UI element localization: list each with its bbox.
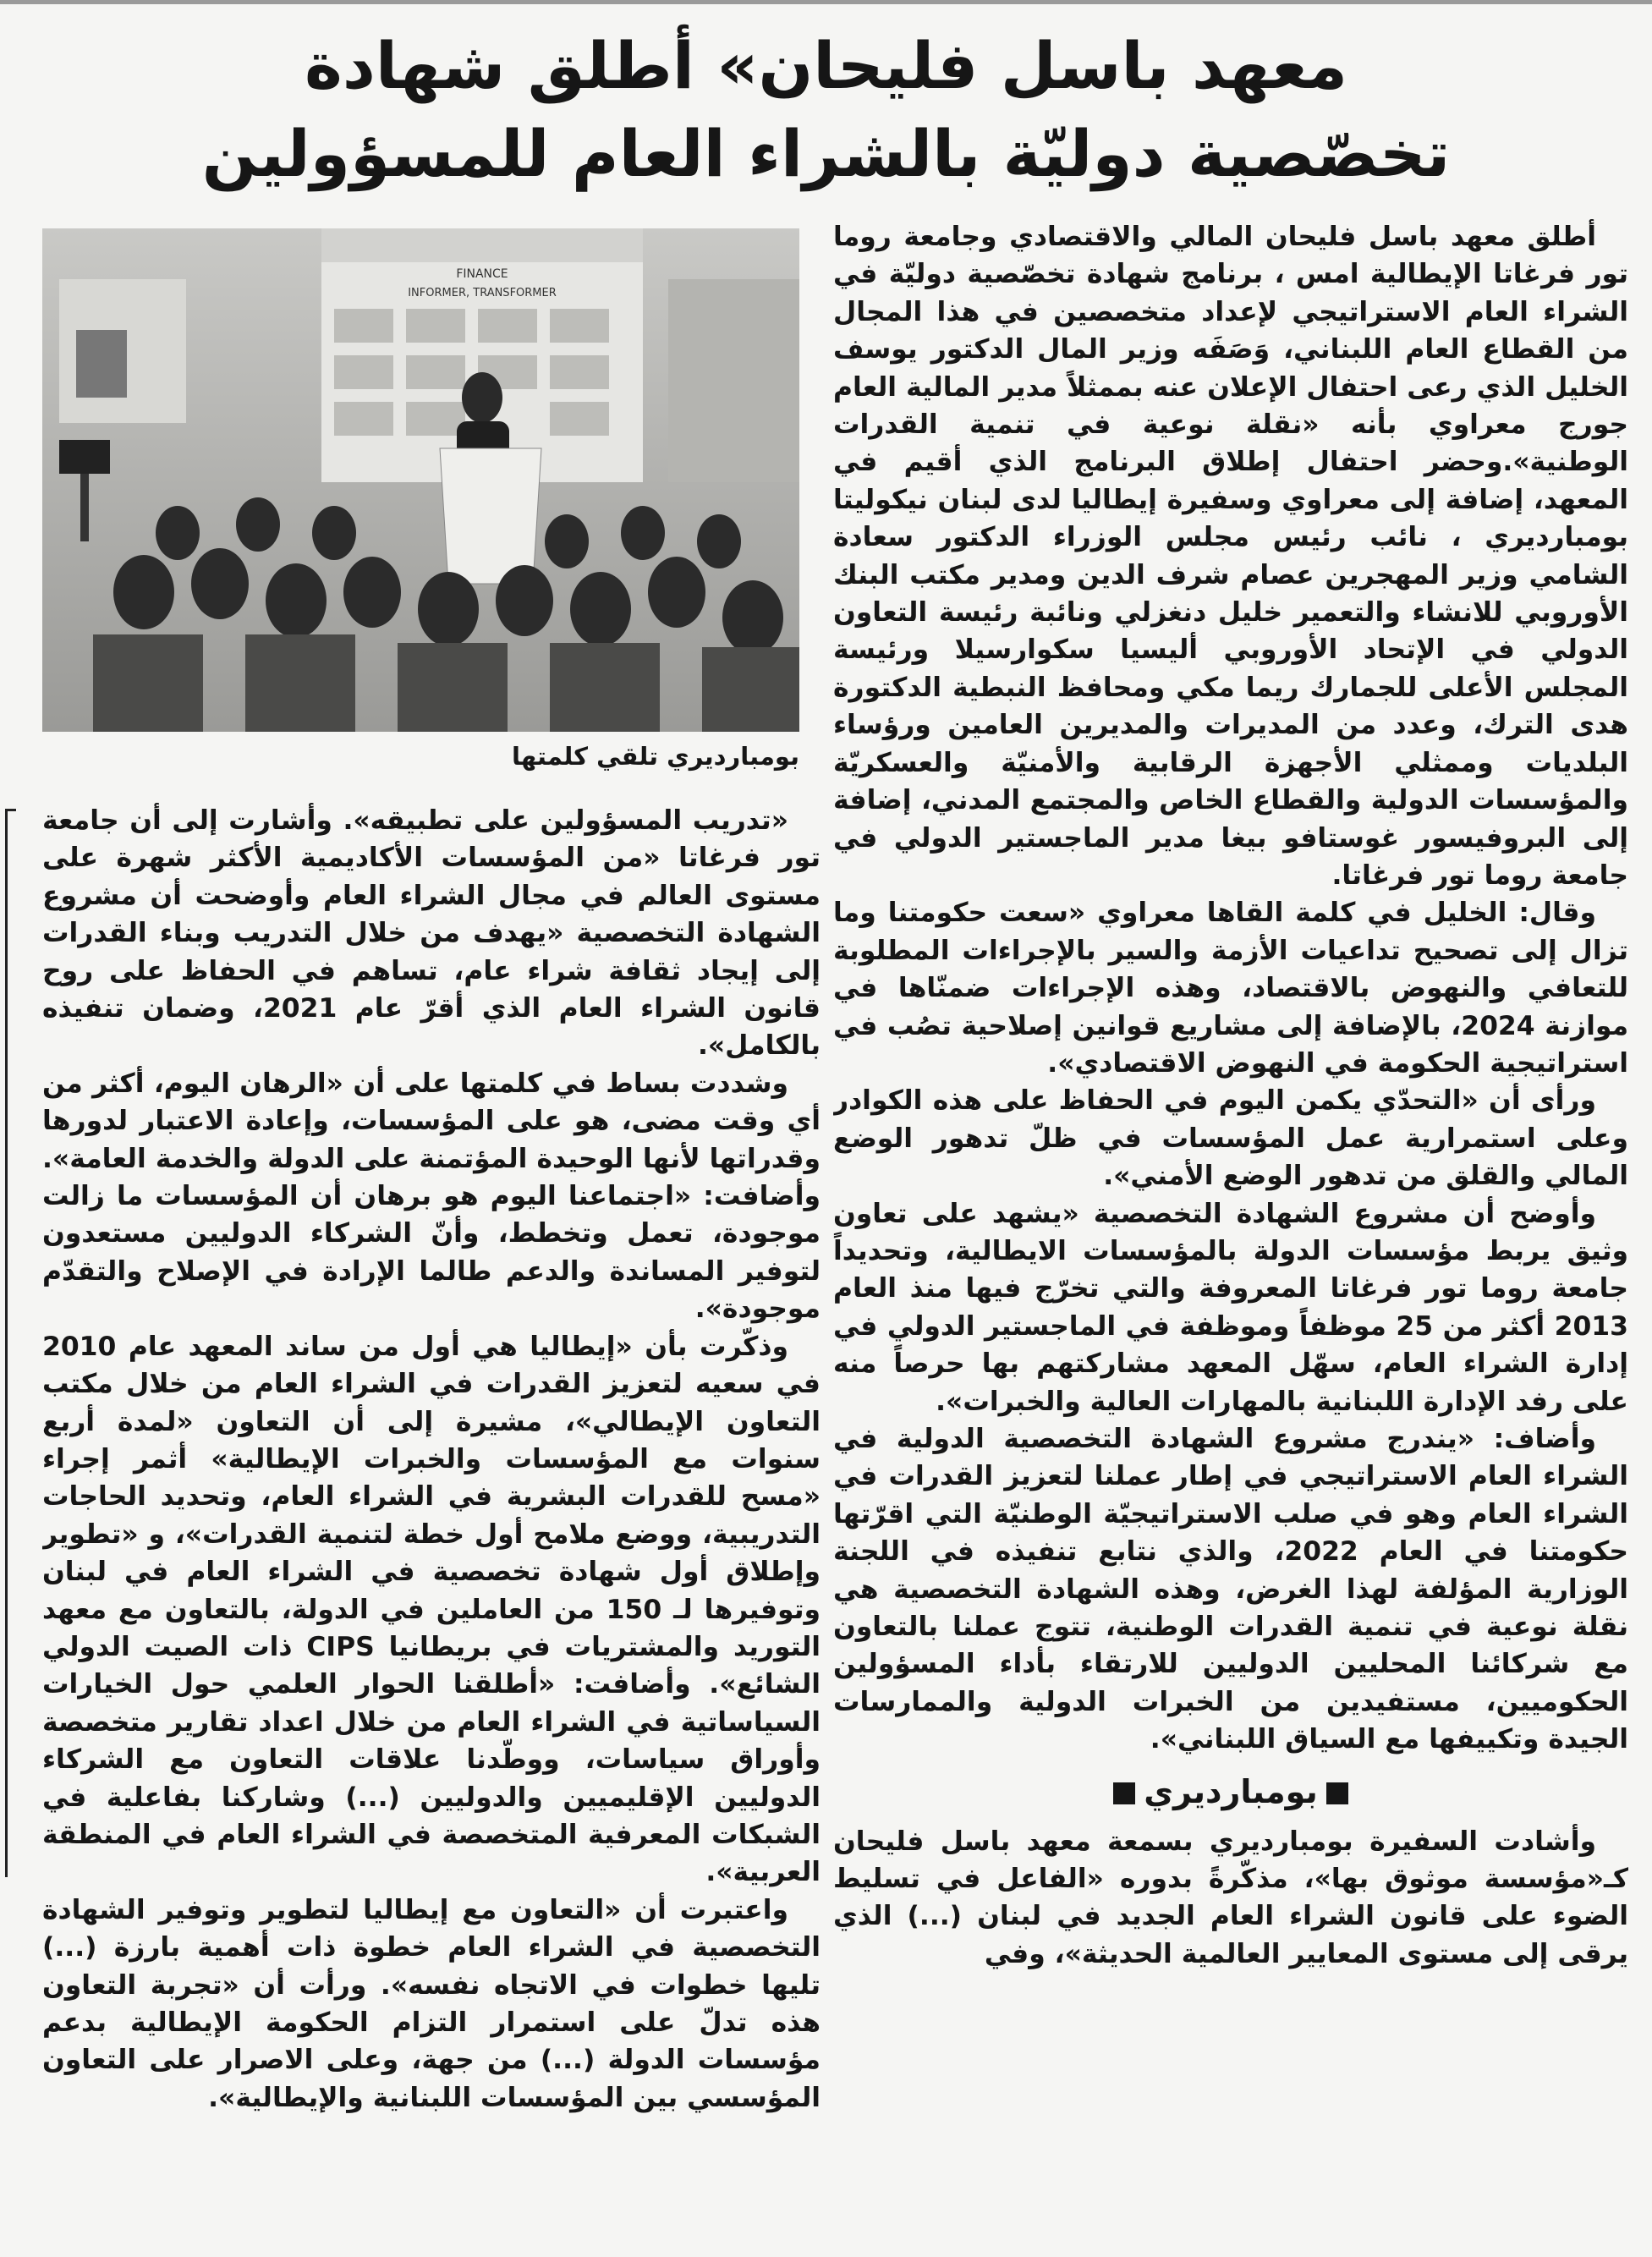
article-left-column (42, 802, 821, 2249)
paragraph: أطلق معهد باسل فليحان المالي والاقتصادي وجامعة روما تور فرغاتا الإيطالية امس ، برنامج شهادة تخصّصية دوليّة في الشراء العام الاستراتيجي لإعداد متخصصين في هذا المجال من القطاع العام اللبناني، وَصَفَه وزير المال الدكتور يوسف الخليل الذي رعى احتفال الإعلان عنه بممثلاً مدير المالية العام جورج معراوي بأنه «نقلة نوعية في تنمية القدرات الوطنية».وحضر احتفال إطلاق البرنامج الذي أقيم في المعهد، إضافة إلى معراوي وسفيرة إيطاليا لدى لبنان نيكوليتا بومبارديري ، نائب رئيس مجلس الوزراء الدكتور سعادة الشامي وزير المهجرين عصام شرف الدين ومدير مكتب البنك الأوروبي للانشاء والتعمير خليل دنغزلي ونائبة رئيسة التعاون الدولي في الإتحاد الأوروبي أليسيا سكوارسيلا ورئيسة المجلس الأعلى للجمارك ريما مكي ومحافظ النبطية الدكتورة هدى الترك، وعدد من المديرات والمديرين العامين ورؤساء البلديات وممثلي الأجهزة الرقابية والأمنيّة والعسكريّة والمؤسسات الدولية والقطاع الخاص والمجتمع المدني، إضافة إلى البروفيسور غوستافو بيغا مدير الماجستير الدولي في جامعة روما تور فرغاتا. (833, 222, 1628, 891)
subheading (833, 1769, 1628, 1815)
paragraph: وأضاف: «يندرج مشروع الشهادة التخصصية الدولية في الشراء العام الاستراتيجي في إطار عملنا لتعزيز القدرات في الشراء العام وهو في صلب الاستراتيجيّة الوطنيّة التي اقرّتها حكومتنا في العام 2022، والذي نتابع تنفيذه في اللجنة الوزارية المؤلفة لهذا الغرض، وهذه الشهادة التخصصية هي نقلة نوعية في تنمية القدرات الوطنية، تتوج عملنا بالتعاون مع شركائنا المحليين الدوليين للارتقاء بأداء المسؤولين الحكوميين، مستفيدين من الخبرات الدولية والممارسات الجيدة وتكييفها مع السياق اللبناني». (833, 1424, 1628, 1755)
event-photo-illustration (42, 228, 799, 732)
paragraph: واعتبرت أن «التعاون مع إيطاليا لتطوير وتوفير الشهادة التخصصية في الشراء العام خطوة ذات أهمية بارزة (...) تليها خطوات في الاتجاه نفسه». ورأت أن «تجربة التعاون هذه تدلّ على استمرار التزام الحكومة الإيطالية بدعم مؤسسات الدولة (...) من جهة، وعلى الاصرار على التعاون المؤسسي بين المؤسسات اللبنانية والإيطالية». (42, 1894, 821, 2113)
square-bullet-icon (1326, 1782, 1348, 1804)
headline-line-1: معهد باسل فليحان» أطلق شهادة (304, 28, 1348, 103)
square-bullet-icon (1113, 1782, 1135, 1804)
paragraph: وشددت بساط في كلمتها على أن «الرهان اليوم، أكثر من أي وقت مضى، هو على المؤسسات، وإعادة الاعتبار لدورها وقدراتها لأنها الوحيدة المؤتمنة على الدولة والخدمة العامة». وأضافت: «اجتماعنا اليوم هو برهان أن المؤسسات ما زالت موجودة، تعمل وتخطط، وأنّ الشركاء الدوليين مستعدون لتوفير المساندة والدعم طالما الإرادة في الإصلاح والتقدّم موجودة». (42, 1068, 821, 1325)
article-photo (42, 228, 799, 732)
paragraph: وقال: الخليل في كلمة القاها معراوي «سعت حكومتنا وما تزال إلى تصحيح تداعيات الأزمة والسير بالإجراءات المطلوبة للتعافي والنهوض بالاقتصاد، وهذه الإجراءات ضمنّاها في موازنة 2024، بالإضافة إلى مشاريع قوانين إصلاحية تصُب في استراتيجية الحكومة في النهوض الاقتصادي». (833, 898, 1628, 1079)
backdrop-text-2: INFORMER, TRANSFORMER (408, 287, 557, 299)
column-bracket (5, 809, 16, 1877)
headline-line-2: تخصّصية دوليّة بالشراء العام للمسؤولين (201, 116, 1451, 191)
paragraph: وأشادت السفيرة بومبارديري بسمعة معهد باسل فليحان كـ«مؤسسة موثوق بها»، مذكّرةً بدوره «الفاعل في تسليط الضوء على قانون الشراء العام الجديد في لبنان (...) الذي يرقى إلى مستوى المعايير العالمية الحديثة»، وفي (833, 1826, 1628, 1969)
headline (102, 22, 1550, 198)
top-rule (0, 0, 1652, 4)
paragraph: وأوضح أن مشروع الشهادة التخصصية «يشهد على تعاون وثيق يربط مؤسسات الدولة بالمؤسسات الايطالية، وتحديداً جامعة روما تور فرغاتا المعروفة والتي تخرّج فيها منذ العام 2013 أكثر من 25 موظفاً وموظفة في الماجستير الدولي في إدارة الشراء العام، سهّل المعهد مشاركتهم بها حرصاً منه على رفد الإدارة اللبنانية بالمهارات العالية والخبرات». (833, 1198, 1628, 1417)
paragraph: وذكّرت بأن «إيطاليا هي أول من ساند المعهد عام 2010 في سعيه لتعزيز القدرات في الشراء العام من خلال مكتب التعاون الإيطالي»، مشيرة إلى أن التعاون «لمدة أربع سنوات مع المؤسسات والخبرات الإيطالية» أثمر إجراء «مسح للقدرات البشرية في الشراء العام، وتحديد الحاجات التدريبية، ووضع ملامح أول خطة لتنمية القدرات»، و «تطوير وإطلاق أول شهادة تخصصية في الشراء العام في لبنان وتوفيرها لـ 150 من العاملين في الدولة، بالتعاون مع معهد التوريد والمشتريات في بريطانيا CIPS ذات الصيت الدولي الشائع». وأضافت: «أطلقنا الحوار العلمي حول الخيارات السياساتية في الشراء العام من خلال اعداد تقارير متخصصة وأوراق سياسات، ووطّدنا علاقات التعاون مع الشركاء الدوليين الإقليميين والدوليين (...) وشاركنا بفاعلية في الشبكات المعرفية المتخصصة في الشراء العام في المنطقة العربية». (42, 1331, 821, 1888)
paragraph: ورأى أن «التحدّي يكمن اليوم في الحفاظ على هذه الكوادر وعلى استمرارية عمل المؤسسات في ظلّ تدهور الوضع المالي والقلق من تدهور الوضع الأمني». (833, 1085, 1628, 1192)
subheading-text: بومبارديري (1144, 1772, 1318, 1810)
backdrop-text-1: FINANCE (456, 267, 508, 281)
paragraph: «تدريب المسؤولين على تطبيقه». وأشارت إلى أن جامعة تور فرغاتا «من المؤسسات الأكاديمية الأكثر شهرة على مستوى العالم في مجال الشراء العام وأوضحت أن مشروع الشهادة التخصصية «يهدف من خلال التدريب وبناء القدرات إلى إيجاد ثقافة شراء عام، تساهم في الحفاظ على روح قانون الشراء العام الذي أقرّ عام 2021، وضمان تنفيذه بالكامل». (42, 805, 821, 1062)
article-right-column (833, 218, 1628, 2249)
photo-caption: بومبارديري تلقي كلمتها (512, 742, 799, 771)
